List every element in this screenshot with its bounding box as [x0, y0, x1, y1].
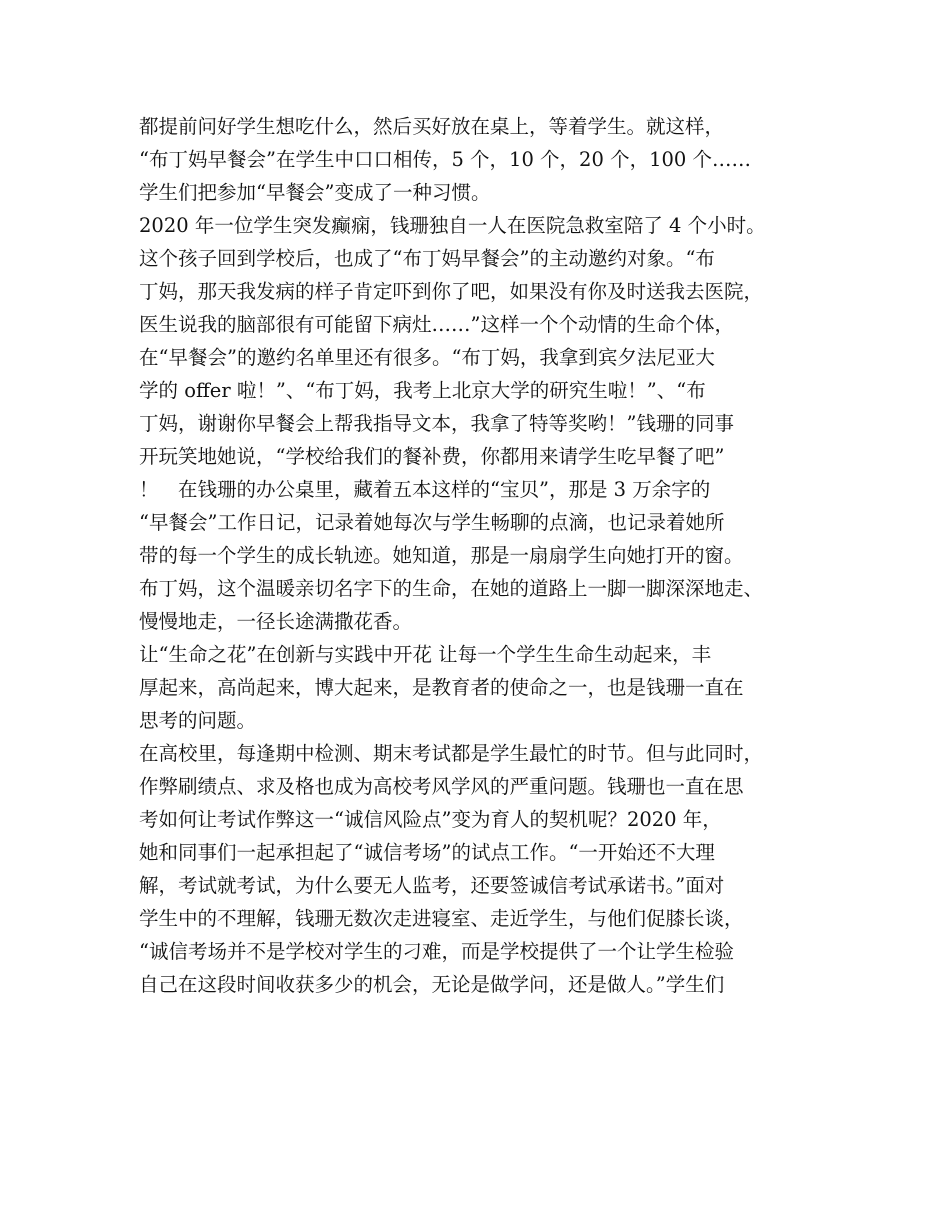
text-line: ！ 在钱珊的办公桌里，藏着五本这样的“宝贝”，那是 3 万余字的: [139, 478, 711, 501]
text-line: 作弊刷绩点、求及格也成为高校考风学风的严重问题。钱珊也一直在思: [139, 775, 744, 798]
text-line: 解，考试就考试，为什么要无人监考，还要签诚信考试承诺书。”面对: [139, 874, 725, 897]
text-line: 学生们把参加“早餐会”变成了一种习惯。: [139, 181, 491, 204]
text-line: 带的每一个学生的成长轨迹。她知道，那是一扇扇学生向她打开的窗。: [139, 544, 744, 567]
text-line: 在高校里，每逢期中检测、期末考试都是学生最忙的时节。但与此同时，: [139, 742, 764, 765]
text-line: 厚起来，高尚起来，博大起来，是教育者的使命之一，也是钱珊一直在: [139, 676, 744, 699]
text-line: 学生中的不理解，钱珊无数次走进寝室、走近学生，与他们促膝长谈，: [139, 907, 744, 930]
body-text: [139, 110, 819, 1001]
text-line: 慢慢地走，一径长途满撒花香。: [139, 610, 413, 633]
text-line: 布丁妈，这个温暖亲切名字下的生命，在她的道路上一脚一脚深深地走、: [139, 577, 764, 600]
text-line: “诚信考场并不是学校对学生的刁难，而是学校提供了一个让学生检验: [139, 940, 734, 963]
text-line: 自己在这段时间收获多少的机会，无论是做学问，还是做人。”学生们: [139, 973, 725, 996]
text-line: 思考的问题。: [139, 709, 257, 732]
text-line: 医生说我的脑部很有可能留下病灶……”这样一个个动情的生命个体，: [139, 313, 734, 336]
text-line: 都提前问好学生想吃什么，然后买好放在桌上，等着学生。就这样，: [139, 115, 725, 138]
text-line: 她和同事们一起承担起了“诚信考场”的试点工作。“一开始还不大理: [139, 841, 715, 864]
text-line: “早餐会”工作日记，记录着她每次与学生畅聊的点滴，也记录着她所: [139, 511, 725, 534]
text-line: 这个孩子回到学校后，也成了“布丁妈早餐会”的主动邀约对象。“布: [139, 247, 715, 270]
text-line: “布丁妈早餐会”在学生中口口相传，5 个，10 个，20 个，100 个……: [139, 148, 751, 171]
text-line: 丁妈，谢谢你早餐会上帮我指导文本，我拿了特等奖哟！”钱珊的同事: [139, 412, 734, 435]
text-line: 在“早餐会”的邀约名单里还有很多。“布丁妈，我拿到宾夕法尼亚大: [139, 346, 715, 369]
text-line: 2020 年一位学生突发癫痫，钱珊独自一人在医院急救室陪了 4 个小时。: [139, 214, 766, 237]
text-line: 让“生命之花”在创新与实践中开花 让每一个学生生命生动起来，丰: [139, 643, 712, 666]
text-line: 开玩笑地她说，“学校给我们的餐补费，你都用来请学生吃早餐了吧”: [139, 445, 725, 468]
text-line: 考如何让考试作弊这一“诚信风险点”变为育人的契机呢？2020 年，: [139, 808, 722, 831]
text-line: 丁妈，那天我发病的样子肯定吓到你了吧，如果没有你及时送我去医院，: [139, 280, 764, 303]
text-line: 学的 offer 啦！”、“布丁妈，我考上北京大学的研究生啦！”、“布: [139, 379, 706, 402]
